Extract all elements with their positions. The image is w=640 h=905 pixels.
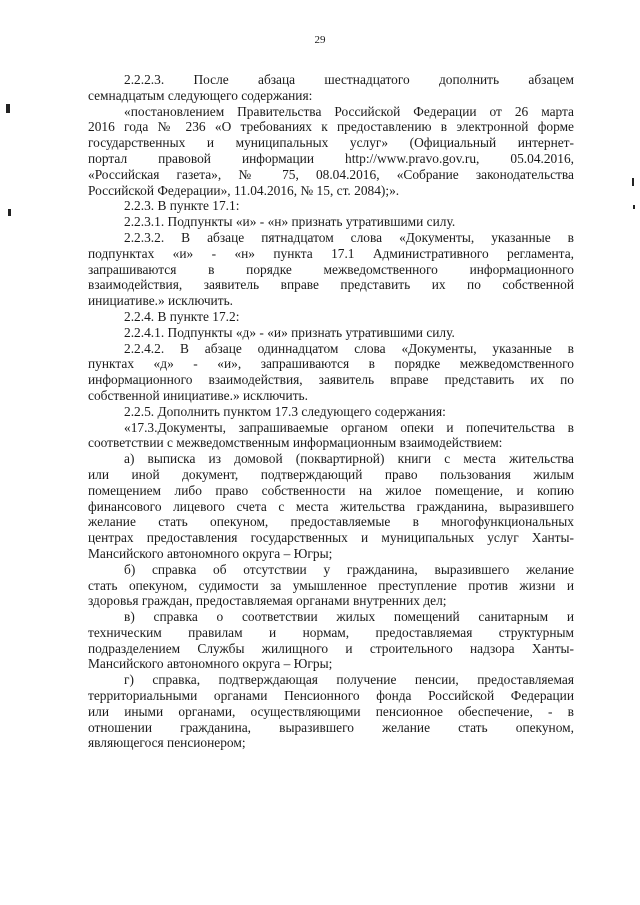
- text-line: 2.2.3. В пункте 17.1:: [124, 198, 240, 214]
- scan-artifact: [8, 209, 11, 216]
- text-line: 2.2.4. В пункте 17.2:: [124, 308, 240, 324]
- text-line: Мансийского автономного округа – Югры;: [88, 545, 333, 561]
- text-line: 2.2.2.3. После абзаца шестнадцатого дополнить абзацем: [124, 72, 574, 87]
- text-line: отношении гражданина, выразившего желание стать опекуном,: [88, 719, 574, 735]
- text-line: семнадцатым следующего содержания:: [88, 87, 313, 103]
- text-line: 2.2.5. Дополнить пунктом 17.3 следующего содержания:: [124, 403, 446, 419]
- text-line: территориальными органами Пенсионного фонда Российской Федерации: [88, 688, 574, 704]
- text-line: собственной инициативе.» исключить.: [88, 387, 308, 403]
- text-line: соответствии с межведомственным информационным взаимодействием:: [88, 435, 503, 451]
- text-line: Российской Федерации», 11.04.2016, № 15, ст. 2084);».: [88, 182, 400, 198]
- text-line: в) справка о соответствии жилых помещений санитарным и: [124, 609, 574, 625]
- text-line: являющегося пенсионером;: [88, 735, 246, 751]
- text-line: или иной документ, подтверждающий право пользования жилым: [88, 466, 574, 482]
- scan-artifact: [632, 178, 634, 186]
- text-line: взаимодействия, заявитель вправе представить их по собственной: [88, 277, 574, 293]
- text-line: а) выписка из домовой (поквартирной) книги с места жительства: [124, 451, 574, 467]
- text-line: 2.2.3.2. В абзаце пятнадцатом слова «Документы, указанные в: [124, 229, 574, 245]
- text-line: финансового лицевого счета с места жительства гражданина, выразившего: [88, 498, 574, 514]
- text-line: помещением либо право собственности на жилое помещение, и копию: [88, 482, 574, 498]
- page-number: 29: [314, 34, 326, 46]
- text-line: портал правовой информации http://www.pravo.gov.ru, 05.04.2016,: [88, 150, 574, 166]
- text-line: здоровья граждан, предоставляемая органами внутренних дел;: [88, 593, 447, 609]
- text-line: 2.2.4.1. Подпункты «д» - «и» признать утратившими силу.: [124, 324, 455, 340]
- text-line: 2.2.3.1. Подпункты «и» - «н» признать утратившими силу.: [124, 214, 456, 230]
- text-line: «постановлением Правительства Российской Федерации от 26 марта: [124, 103, 574, 119]
- text-line: техническим правилам и нормам, предоставляемая структурным: [88, 624, 574, 640]
- text-line: информационного взаимодействия, заявитель вправе представить их по: [88, 372, 574, 388]
- text-line: 2.2.4.2. В абзаце одиннадцатом слова «Документы, указанные в: [124, 340, 574, 356]
- text-line: «17.3.Документы, запрашиваемые органом опеки и попечительства в: [124, 419, 574, 435]
- text-line: б) справка об отсутствии у гражданина, выразившего желание: [124, 561, 574, 577]
- text-line: желание стать опекуном, предоставляемые в многофункциональных: [88, 514, 574, 530]
- scan-artifact: [633, 205, 635, 209]
- text-line: пунктах «д» - «и», запрашиваются в порядке межведомственного: [88, 356, 574, 372]
- text-line: стать опекуном, судимости за умышленное преступление против жизни и: [88, 577, 574, 593]
- text-line: или иными органами, осуществляющими пенсионное обеспечение, - в: [88, 703, 574, 719]
- text-line: запрашиваются в порядке межведомственного информационного: [88, 261, 574, 277]
- text-line: подпунктах «и» - «н» пункта 17.1 Административного регламента,: [88, 245, 574, 261]
- text-line: г) справка, подтверждающая получение пенсии, предоставляемая: [124, 672, 574, 688]
- scan-artifact: [6, 104, 10, 113]
- text-line: «Российская газета», № 75, 08.04.2016, «Собрание законодательства: [88, 166, 574, 182]
- text-line: Мансийского автономного округа – Югры;: [88, 656, 333, 672]
- text-line: подразделением Службы жилищного и строительного надзора Ханты-: [88, 640, 574, 656]
- text-line: государственных и муниципальных услуг» (Официальный интернет-: [88, 135, 574, 151]
- text-line: инициативе.» исключить.: [88, 293, 234, 309]
- document-body: [88, 72, 574, 751]
- text-line: 2016 года № 236 «О требованиях к предоставлению в электронной форме: [88, 119, 574, 135]
- text-line: центрах предоставления государственных и муниципальных услуг Ханты-: [88, 530, 574, 546]
